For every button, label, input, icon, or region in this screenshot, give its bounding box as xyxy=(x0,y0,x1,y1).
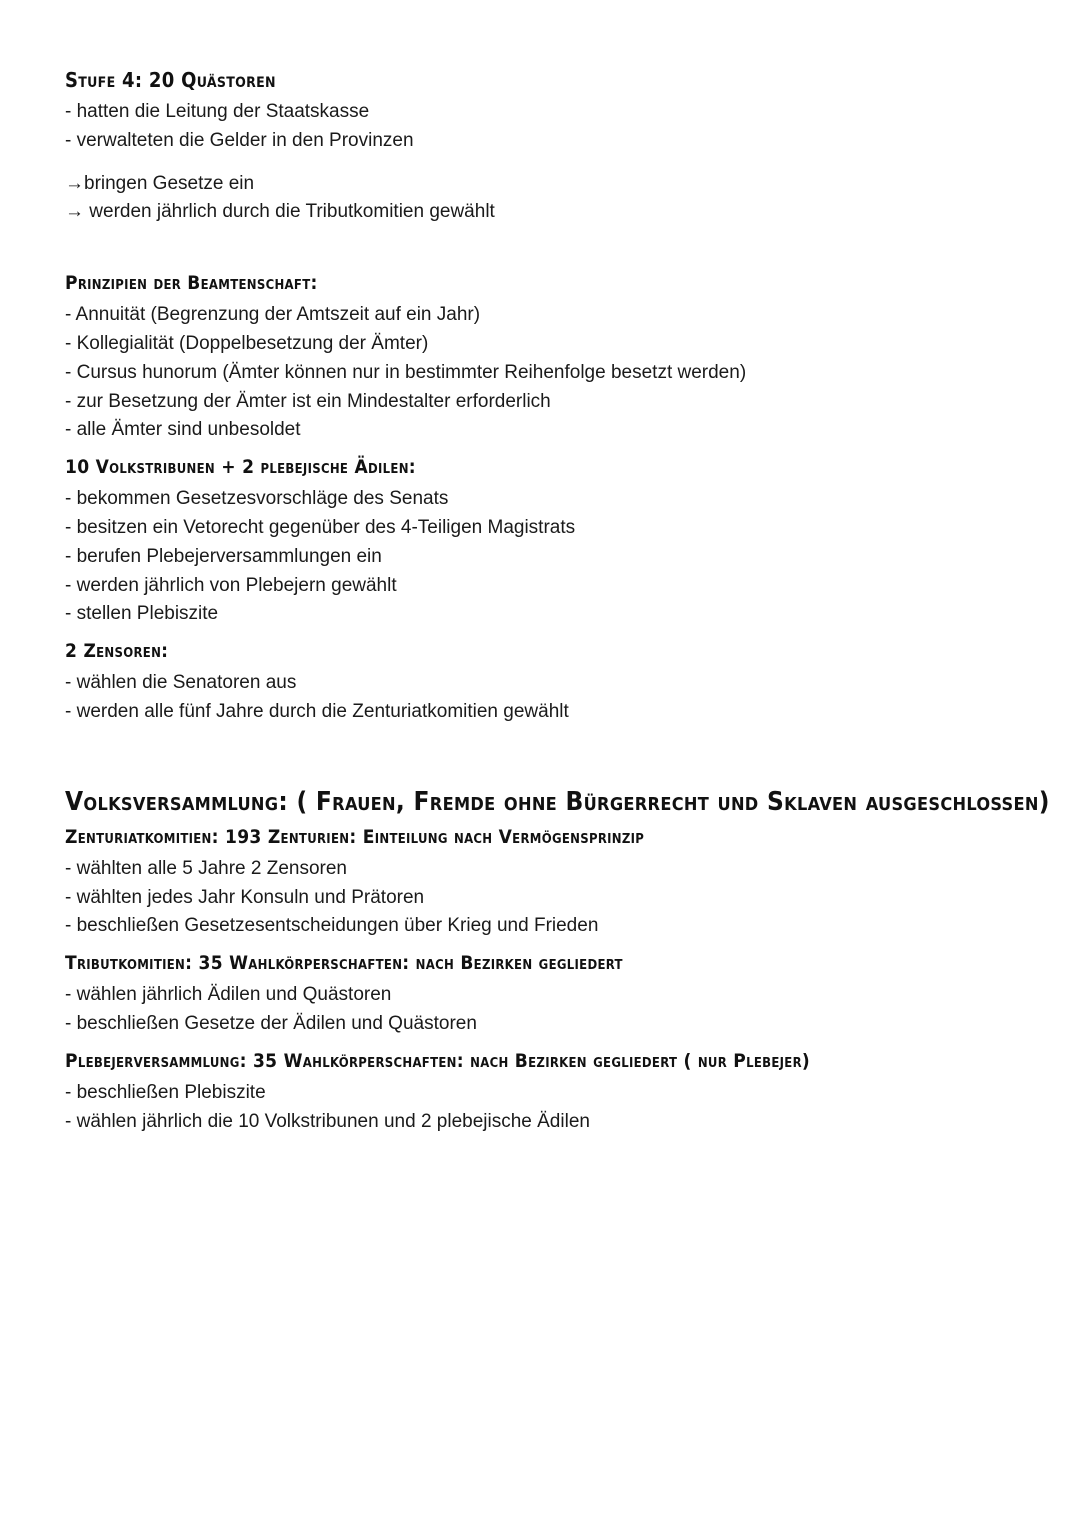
document-page xyxy=(65,66,1050,1136)
section-heading: Stufe 4: 20 Quästoren xyxy=(65,68,276,92)
section-heading: Tributkomitien: 35 Wahlkörperschaften: nach Bezirken gegliedert xyxy=(65,952,623,975)
section-volkstribunen xyxy=(65,453,1025,629)
section-zensoren xyxy=(65,637,1025,727)
list-item: - Cursus hunorum (Ämter können nur in bestimmter Reihenfolge besetzt werden) xyxy=(65,361,747,383)
list-item: - stellen Plebiszite xyxy=(65,603,219,625)
list-item: - beschließen Gesetzesentscheidungen über Krieg und Frieden xyxy=(65,915,599,937)
section-volksversammlung xyxy=(65,785,1050,819)
section-stufe-4 xyxy=(65,66,1025,227)
list-item: - Kollegialität (Doppelbesetzung der Ämter) xyxy=(65,332,429,354)
section-heading: 2 Zensoren: xyxy=(65,640,169,663)
list-item: - wählen die Senatoren aus xyxy=(65,672,297,694)
list-item: - bekommen Gesetzesvorschläge des Senats xyxy=(65,488,449,510)
list-item: - Annuität (Begrenzung der Amtszeit auf ein Jahr) xyxy=(65,304,481,326)
list-item: - wählen jährlich die 10 Volkstribunen und 2 plebejische Ädilen xyxy=(65,1110,590,1132)
list-item: - hatten die Leitung der Staatskasse xyxy=(65,101,370,122)
list-item: - werden jährlich von Plebejern gewählt xyxy=(65,574,397,596)
list-item: - berufen Plebejerversammlungen ein xyxy=(65,545,382,567)
list-item: - besitzen ein Vetorecht gegenüber des 4-Teiligen Magistrats xyxy=(65,516,576,538)
list-item: - verwalteten die Gelder in den Provinzen xyxy=(65,129,414,151)
list-item: - wählten jedes Jahr Konsuln und Prätoren xyxy=(65,886,425,908)
section-prinzipien xyxy=(65,269,1025,445)
arrow-item: →bringen Gesetze ein xyxy=(65,172,255,194)
section-heading: Prinzipien der Beamtenschaft: xyxy=(65,272,318,295)
section-plebejerversammlung xyxy=(65,1047,1025,1137)
section-tributkomitien xyxy=(65,949,1025,1039)
list-item: - wählen jährlich Ädilen und Quästoren xyxy=(65,984,392,1006)
list-item: - werden alle fünf Jahre durch die Zenturiatkomitien gewählt xyxy=(65,700,569,722)
section-heading: Plebejerversammlung: 35 Wahlkörperschaften: nach Bezirken gegliedert ( nur Plebejer) xyxy=(65,1049,811,1072)
section-zenturiatkomitien xyxy=(65,823,1025,941)
main-heading: Volksversammlung: ( Frauen, Fremde ohne Bürgerrecht und Sklaven ausgeschlossen) xyxy=(65,786,1050,817)
list-item: - alle Ämter sind unbesoldet xyxy=(65,419,301,441)
section-heading: Zenturiatkomitien: 193 Zenturien: Einteilung nach Vermögensprinzip xyxy=(65,825,645,848)
list-item: - beschließen Gesetze der Ädilen und Quästoren xyxy=(65,1012,477,1034)
list-item: - zur Besetzung der Ämter ist ein Mindestalter erforderlich xyxy=(65,390,551,412)
section-heading: 10 Volkstribunen + 2 plebejische Ädilen: xyxy=(65,456,416,479)
list-item: - wählten alle 5 Jahre 2 Zensoren xyxy=(65,857,347,879)
list-item: - beschließen Plebiszite xyxy=(65,1081,266,1103)
arrow-item: → werden jährlich durch die Tributkomitien gewählt xyxy=(65,201,495,223)
